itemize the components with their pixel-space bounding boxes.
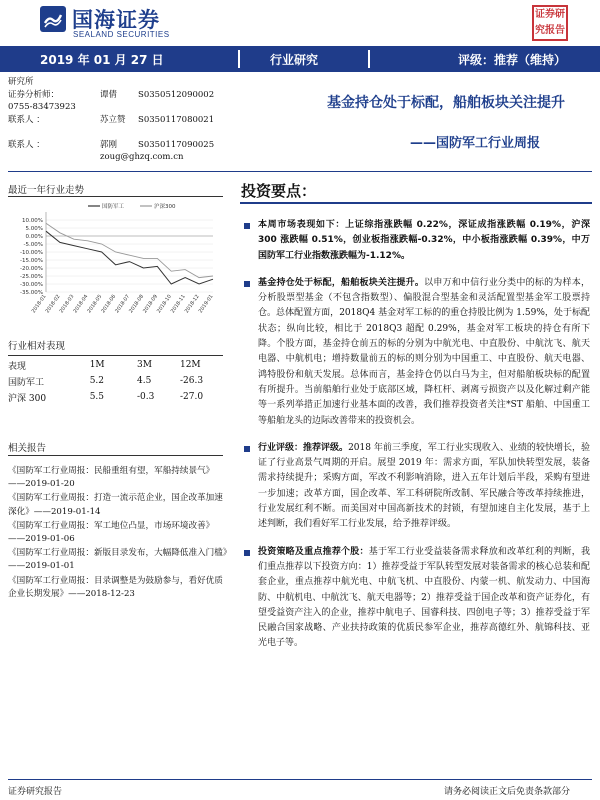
trend-line-chart	[8, 200, 223, 350]
bar-divider	[238, 50, 240, 68]
y-tick-label: -35.00%	[20, 290, 43, 296]
y-tick-label: 10.00%	[22, 218, 43, 224]
analyst-row	[8, 89, 243, 102]
x-tick-label: 2018-03	[58, 293, 76, 315]
x-tick-label: 2018-02	[44, 293, 62, 315]
header-divider	[8, 171, 592, 172]
footer-divider	[8, 779, 592, 780]
analyst-name: zoug@ghzq.com.cn	[100, 152, 184, 162]
related-report-item: 《国防军工行业周报：军工地位凸显，市场环境改善》——2019-01-06	[8, 520, 215, 545]
legend-label: 沪深300	[154, 204, 176, 210]
table-row	[8, 373, 223, 389]
x-tick-label: 2018-07	[114, 293, 132, 315]
analyst-name: 郭刚	[100, 139, 118, 150]
legend-label: 国防军工	[102, 204, 125, 210]
related-report-list	[8, 465, 230, 602]
y-tick-label: -15.00%	[20, 258, 43, 264]
x-tick-label: 2018-10	[155, 293, 173, 315]
related-report-item: 《国防军工行业周报：民船重组有望，军船持续景气》——2019-01-20	[8, 466, 215, 490]
analyst-row	[8, 126, 243, 139]
analyst-id: S0350117080021	[138, 114, 215, 125]
key-point-bullet	[244, 545, 590, 652]
table-cell: 12M	[179, 360, 201, 370]
table-cell: -26.3	[179, 376, 204, 386]
x-tick-label: 2018-04	[72, 293, 90, 315]
bullet-text: 上证综指涨跌幅 0.22%，深证成指涨跌幅 0.19%，沪深 300 涨跌幅 0.51%，创业板指涨跌幅-0.32%，中小板指涨跌幅 0.39%，中万国防军工行业指数涨跌幅为-1.12%。	[258, 220, 590, 261]
table-header-row	[8, 357, 223, 373]
x-tick-label: 2018-06	[100, 293, 118, 315]
research-report-seal: 证券研究报告	[532, 5, 568, 41]
x-tick-label: 2018-01	[30, 293, 48, 315]
related-report-item: 《国防军工行业周报：目录调整是为鼓励参与，看好优质企业长期发展》——2018-12-23	[8, 575, 223, 599]
report-main-title: 基金持仓处于标配，船舶板块关注提升	[327, 95, 565, 111]
report-type: 行业研究	[270, 53, 319, 67]
y-tick-label: -5.00%	[23, 242, 43, 248]
table-cell: 5.2	[89, 376, 105, 386]
analyst-row	[8, 139, 243, 152]
report-sub-title: ——国防军工行业周报	[409, 136, 540, 151]
x-tick-label: 2018-09	[142, 293, 159, 315]
table-cell: 1M	[89, 360, 105, 370]
analyst-role: 联系人 ：	[8, 139, 45, 150]
analyst-row	[8, 151, 243, 164]
logo-text-cn: 国海证券	[72, 8, 160, 32]
x-tick-label: 2018-11	[169, 293, 187, 315]
bullet-text: 2018 年前三季度，军工行业实现收入、业绩的较快增长，验证了行业高景气周期的开启。展望 2019 年：需求方面，军队加快转型发展，装备需求持续提升；采购方面，军改不利影响消除，进入五年计划后半段，采购有望进一步加速；改革方面，国企改革、军工科研院所改制、军民融合等改革持续推进，行业发展红利不断。而美国对中国高新技术的封锁，有望加速自主化发展，基于上述判断，我们看好军工行业发展，给予推荐评级。	[258, 442, 590, 530]
table-cell: 5.5	[89, 392, 105, 402]
footer-left: 证券研究报告	[8, 787, 63, 797]
key-point-bullet	[244, 276, 590, 429]
y-tick-label: -25.00%	[20, 274, 43, 280]
related-heading-rule	[8, 455, 223, 456]
analyst-name: 苏立赞	[100, 114, 126, 125]
related-report-item: 《国防军工行业周报：新版目录发布，大幅降低准入门槛》——2019-01-01	[8, 548, 228, 572]
performance-heading: 行业相对表现	[8, 341, 66, 352]
footer-disclaimer: 请务必阅读正文后免责条款部分	[443, 787, 570, 797]
x-tick-label: 2018-08	[128, 293, 146, 315]
report-info-bar	[0, 46, 600, 72]
analyst-role: 联系人 ：	[8, 114, 45, 125]
analyst-role: 证券分析师：	[8, 89, 60, 100]
table-cell: -27.0	[179, 392, 204, 402]
y-tick-label: 0.00%	[25, 234, 43, 240]
table-cell: 表现	[8, 361, 27, 372]
x-tick-label: 2018-12	[183, 293, 201, 315]
analyst-row	[8, 114, 243, 127]
key-points-list	[244, 218, 590, 664]
report-rating: 评级：推荐（维持）	[458, 53, 567, 67]
table-cell: 沪深 300	[8, 393, 47, 404]
sealand-logo-icon	[40, 6, 66, 32]
related-report-item: 《国防军工行业周报：打造一流示范企业，国企改革加速深化》——2019-01-14	[8, 493, 223, 517]
y-tick-label: -30.00%	[20, 282, 43, 288]
trend-heading-rule	[8, 196, 223, 197]
bullet-lead: 行业评级：推荐评级。	[258, 442, 349, 453]
bullet-text: 以申万和中信行业分类中的标的为样本，分析股票型基金（不包含指数型）、偏股混合型基金和灵活配置型基金军工股票持仓。总体配置方面，2018Q4 基金对军工标的的重仓持股比例为 1.59%，处于标配状态；纵向比较，相比于 2018Q3 超配 0.29%，基金对军工板块的持仓有所下降。个股方面，基金持仓前五的标的分别为中航光电、中直股份、中航沈飞、航天电器、中航机电；增持数量前五的标的则分别为中国重工、中直股份、航天电器、鸿特股份和航天发展。总体而言，基金持仓仍以白马为主，但对船舶板块标的配置有所提升。当前船舶行业处于底部区域，降杠杆、剥离亏损资产以及化解过剩产能等一系列举措正加速行业基本面的改善，我们推荐投资者关注*ST 船舶、中国重工等船舶龙头的边际改善带来的投资机会。	[258, 277, 590, 426]
analyst-id: S0350512090002	[138, 89, 215, 100]
analyst-name: 0755-83473923	[8, 102, 76, 112]
trend-heading: 最近一年行业走势	[8, 185, 85, 196]
bullet-lead: 本周市场表现如下：	[258, 220, 346, 230]
bullet-lead: 投资策略及重点推荐个股：	[258, 546, 369, 557]
bullet-lead: 基金持仓处于标配，船舶板块关注提升。	[258, 277, 425, 288]
x-tick-label: 2018-05	[86, 293, 104, 315]
bar-divider	[368, 50, 370, 68]
x-tick-label: 2019-01	[197, 293, 215, 315]
y-tick-label: -20.00%	[20, 266, 43, 272]
analyst-id: S0350117090025	[138, 139, 215, 150]
related-heading: 相关报告	[8, 443, 47, 454]
series-line-csi300	[46, 223, 213, 277]
table-cell: -0.3	[136, 392, 155, 402]
y-tick-label: 5.00%	[25, 226, 43, 232]
table-cell: 国防军工	[8, 377, 45, 388]
table-row	[8, 389, 223, 405]
table-cell: 3M	[136, 360, 152, 370]
key-point-bullet	[244, 441, 590, 533]
report-date: 2019 年 01 月 27 日	[40, 53, 164, 67]
key-point-bullet	[244, 218, 590, 264]
y-tick-label: -10.00%	[20, 250, 43, 256]
analyst-row	[8, 101, 243, 114]
key-points-heading: 投资要点：	[241, 182, 317, 200]
performance-table	[8, 357, 223, 405]
performance-rule	[8, 355, 223, 356]
analyst-name: 谭倩	[100, 89, 118, 100]
research-org: 研究所	[8, 77, 34, 87]
logo-text-en: SEALAND SECURITIES	[73, 30, 170, 39]
bullet-text: 基于军工行业受益装备需求释放和改革红利的判断，我们重点推荐以下投资方向：1）推荐受益于军队转型发展对装备需求的核心总装和配套企业，重点推荐中航光电、中航飞机、中直股份、内蒙一机、航发动力、中国海防、中航机电、中航沈飞、航天电器等；2）推荐受益于国企改革和资产证券化，有望受益资产注入的企业，推荐中航电子、国睿科技、四创电子等；3）推荐受益于军民融合国家战略、产业扶持政策的优质民参军企业，推荐高德红外、航锦科技、亚光电子等。	[258, 546, 590, 649]
key-points-rule	[240, 202, 592, 204]
analyst-info	[8, 76, 243, 164]
table-cell: 4.5	[136, 376, 152, 386]
